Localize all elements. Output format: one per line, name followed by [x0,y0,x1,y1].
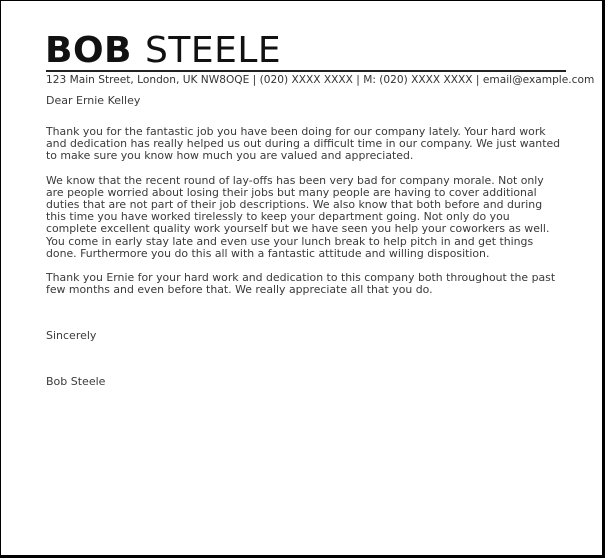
sender-name [45,31,281,71]
body-paragraph: Thank you Ernie for your hard work and dedication to this company both throughout the past few months and even before that. We really appreciate all that you do. [46,271,556,297]
body-paragraph: We know that the recent round of lay-offs has been very bad for company morale. Not only are people worried about losing their jobs but many people are having to cover additional duties that are not part of their job descriptions. We also know that both before and during this time you have worked tirelessly to keep your department going. Not only do you complete excellent quality work yourself but we have seen you help your coworkers as well. You come in early stay late and even use your lunch break to help pitch in and get things done. Furthermore you do this all with a fantastic attitude and willing disposition. [46,173,550,260]
sender-last-name: STEELE [145,30,282,71]
sender-first-name: BOB [45,30,132,71]
salutation: Dear Ernie Kelley [46,94,141,107]
letter-body [46,126,562,308]
contact-line: 123 Main Street, London, UK NW8OQE | (020) XXXX XXXX | M: (020) XXXX XXXX | email@example.com [46,70,566,87]
closing: Sincerely [46,329,97,342]
body-paragraph: Thank you for the fantastic job you have been doing for our company lately. Your hard work and dedication has really helped us out during a difficult time in our company. We just wanted to make sure you know how much you are valued and appreciated. [46,125,561,163]
signature: Bob Steele [46,375,106,388]
